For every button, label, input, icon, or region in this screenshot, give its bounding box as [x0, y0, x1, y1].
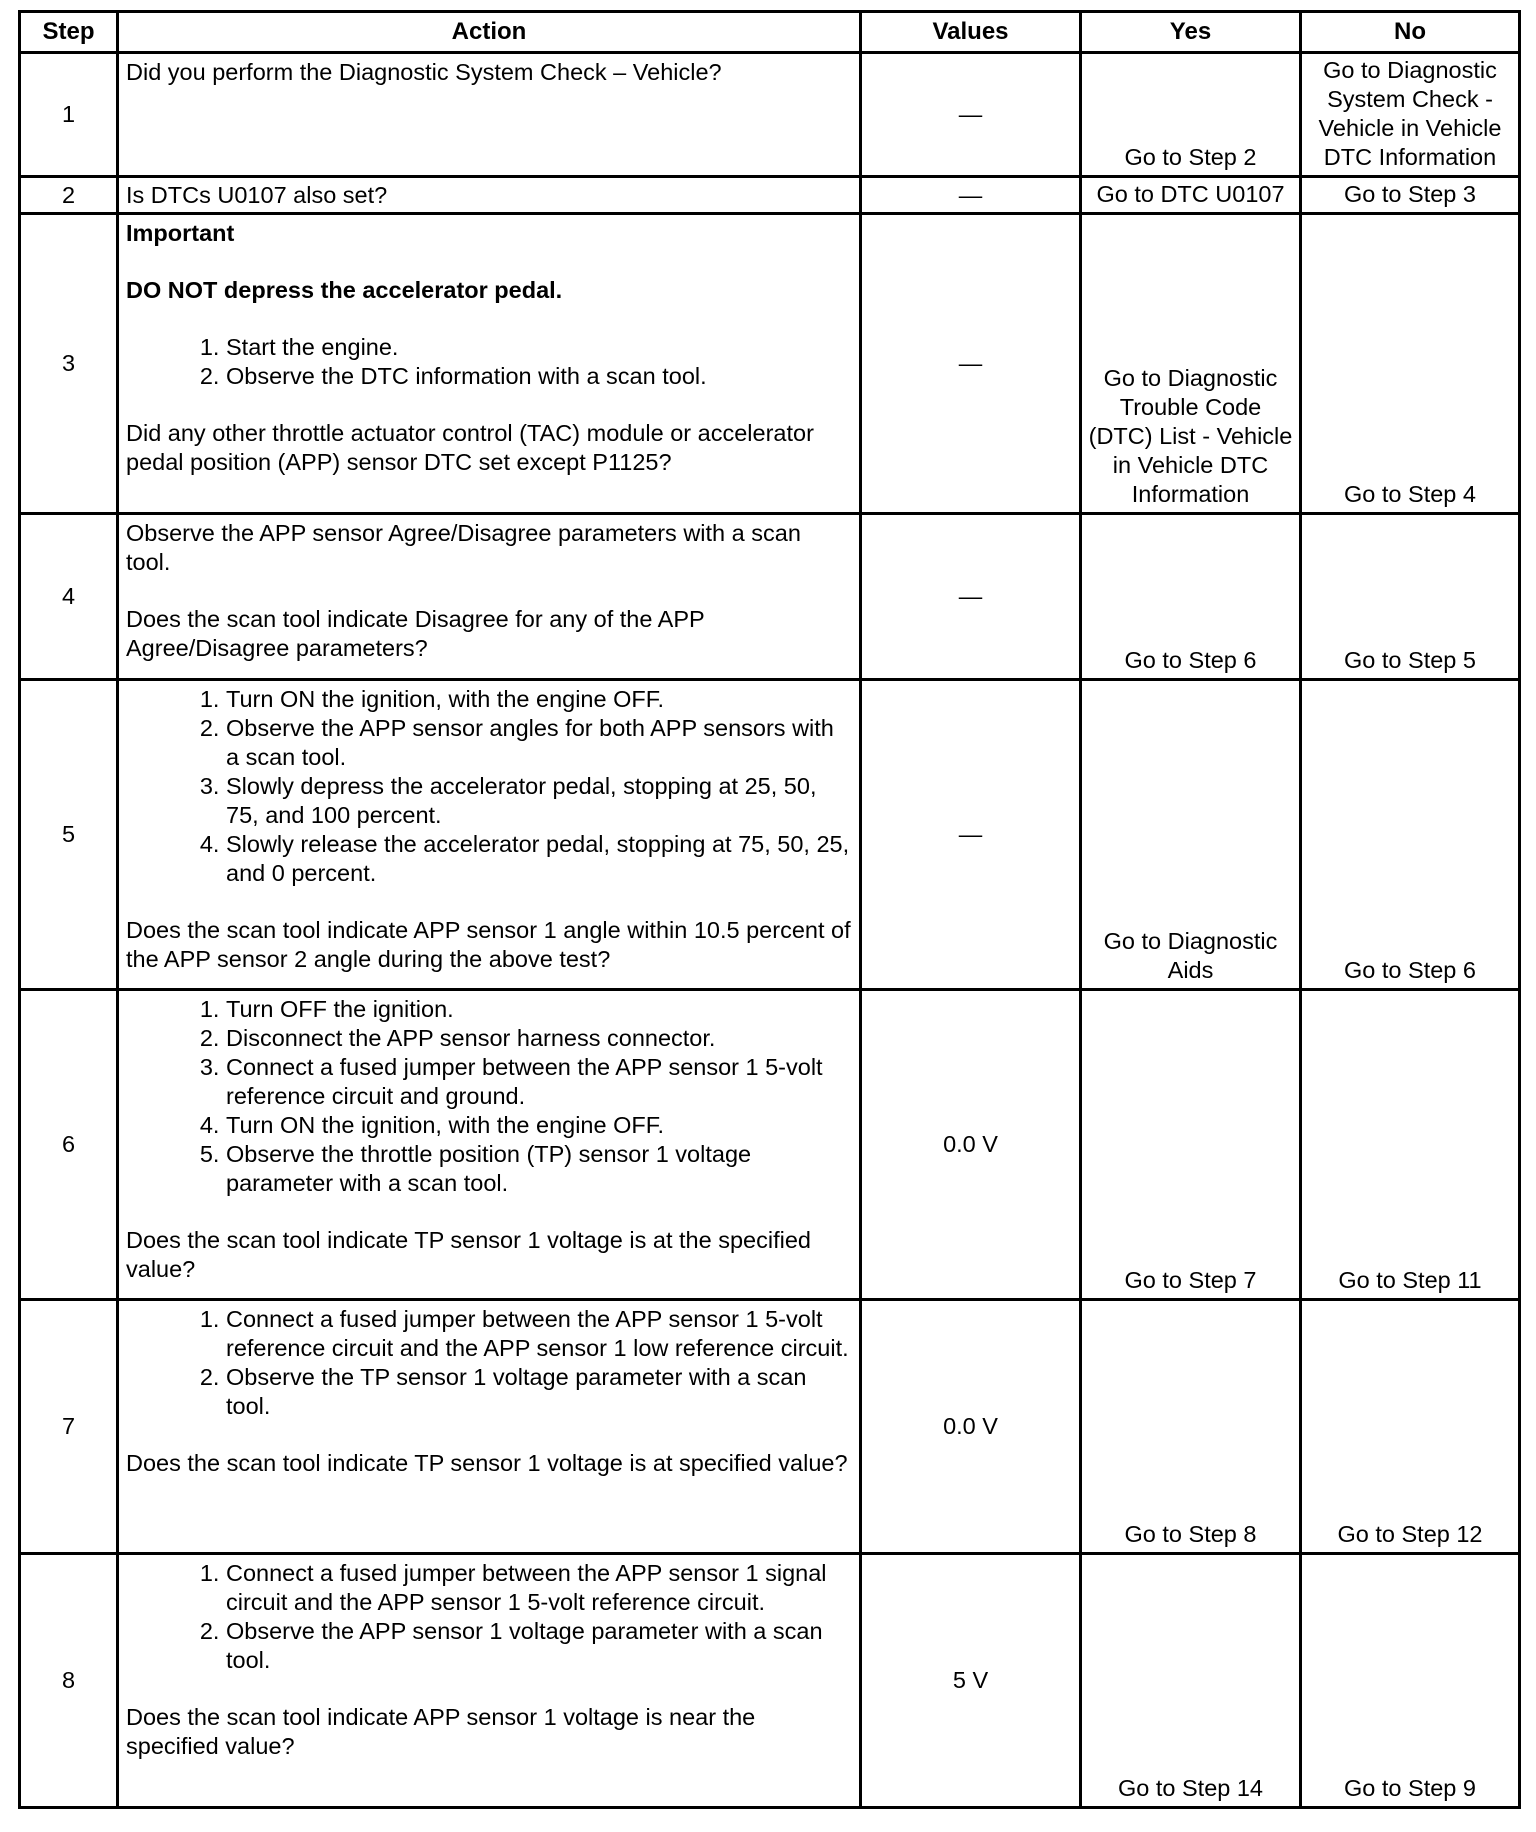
- header-no: No: [1301, 12, 1520, 53]
- action-cell: [118, 990, 861, 1300]
- yes-cell: Go to Diagnostic Trouble Code (DTC) List - Vehicle in Vehicle DTC Information: [1081, 214, 1301, 514]
- list-item: 2. Observe the TP sensor 1 voltage parameter with a scan tool.: [226, 1363, 851, 1421]
- list-item: 3. Connect a fused jumper between the APP sensor 1 5-volt reference circuit and ground.: [226, 1053, 851, 1111]
- header-values: Values: [861, 12, 1081, 53]
- table-row-step-8: [20, 1554, 1520, 1808]
- list-item: 1. Connect a fused jumper between the APP sensor 1 signal circuit and the APP sensor 1 5-volt reference circuit.: [226, 1559, 851, 1617]
- list-item: 2. Disconnect the APP sensor harness connector.: [226, 1024, 851, 1053]
- no-cell: Go to Step 6: [1301, 680, 1520, 990]
- table-row-step-3: [20, 214, 1520, 514]
- step-number: 7: [20, 1300, 118, 1554]
- list-item: 4. Turn ON the ignition, with the engine OFF.: [226, 1111, 851, 1140]
- procedure-list: [126, 1305, 851, 1421]
- value-cell: —: [861, 214, 1081, 514]
- action-cell: [118, 1554, 861, 1808]
- no-cell: Go to Diagnostic System Check - Vehicle in Vehicle DTC Information: [1301, 53, 1520, 177]
- list-item: 3. Slowly depress the accelerator pedal, stopping at 25, 50, 75, and 100 percent.: [226, 772, 851, 830]
- procedure-list: [126, 1559, 851, 1675]
- header-yes: Yes: [1081, 12, 1301, 53]
- list-item: 2. Observe the DTC information with a scan tool.: [226, 362, 851, 391]
- yes-cell: Go to Step 8: [1081, 1300, 1301, 1554]
- question-text: Does the scan tool indicate TP sensor 1 voltage is at specified value?: [126, 1450, 848, 1476]
- yes-cell: Go to Step 6: [1081, 514, 1301, 680]
- action-cell: [118, 177, 861, 214]
- question-text: Does the scan tool indicate APP sensor 1 voltage is near the specified value?: [126, 1704, 756, 1759]
- step-number: 4: [20, 514, 118, 680]
- value-cell: —: [861, 53, 1081, 177]
- action-cell: [118, 53, 861, 177]
- step-number: 3: [20, 214, 118, 514]
- yes-cell: Go to DTC U0107: [1081, 177, 1301, 214]
- action-cell: [118, 1300, 861, 1554]
- question-text: Did any other throttle actuator control (TAC) module or accelerator pedal position (APP) sensor DTC set except P1125?: [126, 420, 814, 475]
- no-cell: Go to Step 12: [1301, 1300, 1520, 1554]
- yes-cell: Go to Step 7: [1081, 990, 1301, 1300]
- step-number: 2: [20, 177, 118, 214]
- action-cell: [118, 214, 861, 514]
- list-item: 1. Turn ON the ignition, with the engine OFF.: [226, 685, 851, 714]
- table-row-step-4: [20, 514, 1520, 680]
- no-cell: Go to Step 5: [1301, 514, 1520, 680]
- action-text: Observe the APP sensor Agree/Disagree parameters with a scan tool.: [126, 520, 801, 575]
- table-row-step-1: [20, 53, 1520, 177]
- action-cell: [118, 514, 861, 680]
- header-row: [20, 12, 1520, 53]
- step-number: 8: [20, 1554, 118, 1808]
- list-item: 1. Start the engine.: [226, 333, 851, 362]
- list-item: 4. Slowly release the accelerator pedal, stopping at 75, 50, 25, and 0 percent.: [226, 830, 851, 888]
- no-cell: Go to Step 9: [1301, 1554, 1520, 1808]
- question-text: Does the scan tool indicate Disagree for any of the APP Agree/Disagree parameters?: [126, 606, 705, 661]
- table-row-step-5: [20, 680, 1520, 990]
- no-cell: Go to Step 3: [1301, 177, 1520, 214]
- yes-cell: Go to Diagnostic Aids: [1081, 680, 1301, 990]
- value-cell: —: [861, 680, 1081, 990]
- step-number: 5: [20, 680, 118, 990]
- procedure-list: [126, 333, 851, 391]
- value-cell: 0.0 V: [861, 990, 1081, 1300]
- no-cell: Go to Step 4: [1301, 214, 1520, 514]
- procedure-list: [126, 995, 851, 1198]
- step-number: 1: [20, 53, 118, 177]
- list-item: 5. Observe the throttle position (TP) sensor 1 voltage parameter with a scan tool.: [226, 1140, 851, 1198]
- table-row-step-7: [20, 1300, 1520, 1554]
- value-cell: 5 V: [861, 1554, 1081, 1808]
- list-item: 1. Connect a fused jumper between the APP sensor 1 5-volt reference circuit and the APP sensor 1 low reference circuit.: [226, 1305, 851, 1363]
- important-note: DO NOT depress the accelerator pedal.: [126, 277, 563, 303]
- procedure-list: [126, 685, 851, 888]
- step-number: 6: [20, 990, 118, 1300]
- value-cell: —: [861, 177, 1081, 214]
- value-cell: —: [861, 514, 1081, 680]
- table-row-step-6: [20, 990, 1520, 1300]
- value-cell: 0.0 V: [861, 1300, 1081, 1554]
- table-row-step-2: [20, 177, 1520, 214]
- list-item: 2. Observe the APP sensor 1 voltage parameter with a scan tool.: [226, 1617, 851, 1675]
- question-text: Does the scan tool indicate APP sensor 1 angle within 10.5 percent of the APP sensor 2 angle during the above test?: [126, 917, 851, 972]
- no-cell: Go to Step 11: [1301, 990, 1520, 1300]
- yes-cell: Go to Step 14: [1081, 1554, 1301, 1808]
- list-item: 2. Observe the APP sensor angles for both APP sensors with a scan tool.: [226, 714, 851, 772]
- header-action: Action: [118, 12, 861, 53]
- question-text: Does the scan tool indicate TP sensor 1 voltage is at the specified value?: [126, 1227, 811, 1282]
- important-label: Important: [126, 220, 235, 246]
- header-step: Step: [20, 12, 118, 53]
- list-item: 1. Turn OFF the ignition.: [226, 995, 851, 1024]
- action-text: Did you perform the Diagnostic System Check – Vehicle?: [126, 59, 722, 85]
- diagnostic-table: [18, 10, 1521, 1809]
- action-cell: [118, 680, 861, 990]
- action-text: Is DTCs U0107 also set?: [126, 181, 388, 208]
- yes-cell: Go to Step 2: [1081, 53, 1301, 177]
